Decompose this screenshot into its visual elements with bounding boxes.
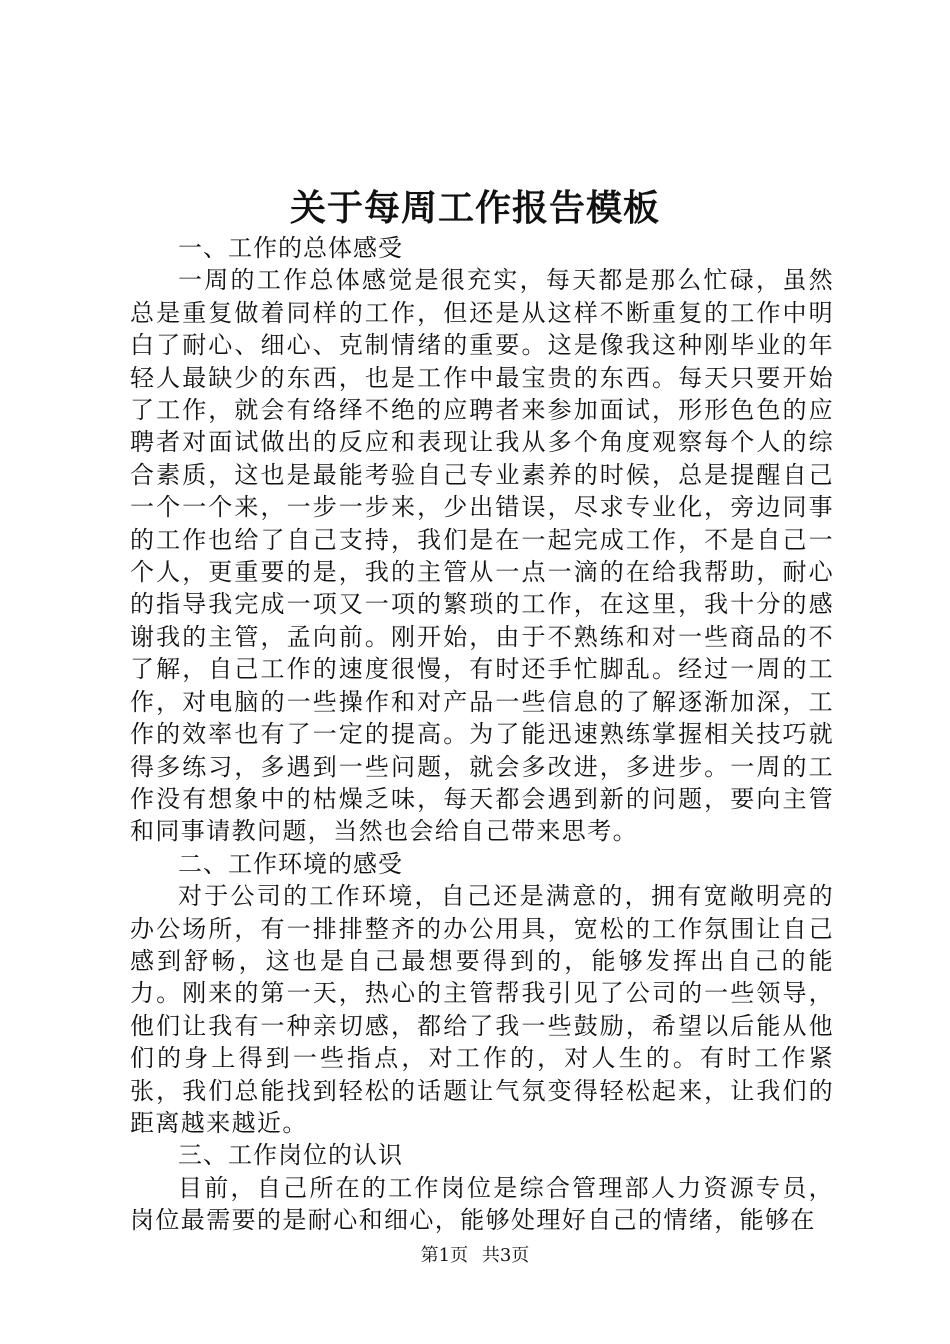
section-1-heading: 一、工作的总体感受 <box>178 234 403 262</box>
document-body <box>130 232 834 1237</box>
document-title: 关于每周工作报告模板 <box>289 187 660 229</box>
section-3-paragraph: 目前，自己所在的工作岗位是综合管理部人力资源专员，岗位最需要的是耐心和细心，能够处理好自己的情绪，能够在 <box>130 1173 834 1235</box>
page-footer <box>0 1244 950 1268</box>
section-1-paragraph: 一周的工作总体感觉是很充实，每天都是那么忙碌，虽然总是重复做着同样的工作，但还是从这样不断重复的工作中明白了耐心、细心、克制情绪的重要。这是像我这种刚毕业的年轻人最缺少的东西，也是工作中最宝贵的东西。每天只要开始了工作，就会有络绎不绝的应聘者来参加面试，形形色色的应聘者对面试做出的反应和表现让我从多个角度观察每个人的综合素质，这也是最能考验自己专业素养的时候，总是提醒自己一个一个来，一步一步来，少出错误，尽求专业化，旁边同事的工作也给了自己支持，我们是在一起完成工作，不是自己一个人，更重要的是，我的主管从一点一滴的在给我帮助，耐心的指导我完成一项又一项的繁琐的工作，在这里，我十分的感谢我的主管，孟向前。刚开始，由于不熟练和对一些商品的不了解，自己工作的速度很慢，有时还手忙脚乱。经过一周的工作，对电脑的一些操作和对产品一些信息的了解逐渐加深，工作的效率也有了一定的提高。为了能迅速熟练掌握相关技巧就得多练习，多遇到一些问题，就会多改进，多进步。一周的工作没有想象中的枯燥乏味，每天都会遇到新的问题，要向主管和同事请教问题，当然也会给自己带来思考。 <box>130 266 834 846</box>
section-2-heading: 二、工作环境的感受 <box>178 849 403 878</box>
page-total: 共3页 <box>481 1245 530 1266</box>
page-number: 第1页 <box>420 1245 469 1266</box>
section-3-heading: 三、工作岗位的认识 <box>178 1141 403 1170</box>
section-2-paragraph: 对于公司的工作环境，自己还是满意的，拥有宽敞明亮的办公场所，有一排排整齐的办公用具，宽松的工作氛围让自己感到舒畅，这也是自己最想要得到的，能够发挥出自己的能力。刚来的第一天，热心的主管帮我引见了公司的一些领导，他们让我有一种亲切感，都给了我一些鼓励，希望以后能从他们的身上得到一些指点，对工作的，对人生的。有时工作紧张，我们总能找到轻松的话题让气氛变得轻松起来，让我们的距离越来越近。 <box>130 882 834 1137</box>
